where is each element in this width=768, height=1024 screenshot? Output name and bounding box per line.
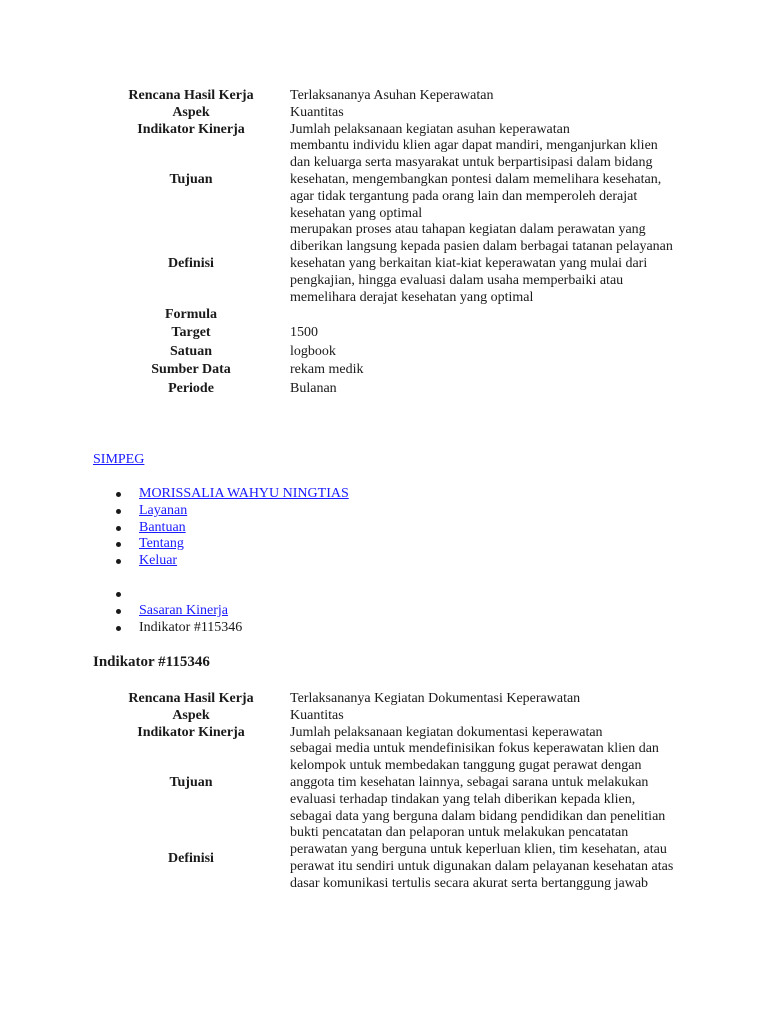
row-label: Satuan — [169, 343, 213, 359]
row-label: Rencana Hasil Kerja — [128, 691, 254, 706]
row-value: Terlaksananya Kegiatan Dokumentasi Keperawatan — [290, 691, 581, 706]
nav-link-tentang[interactable]: Tentang — [139, 536, 184, 552]
row-label: Indikator Kinerja — [137, 121, 245, 137]
row-value: Jumlah pelaksanaan kegiatan asuhan keperawatan — [290, 121, 570, 137]
table-row — [110, 725, 680, 742]
row-value — [288, 306, 680, 324]
list-item — [93, 486, 349, 503]
nav-link-layanan[interactable]: Layanan — [139, 502, 188, 518]
table-row — [110, 741, 680, 825]
bullet-icon — [116, 542, 121, 547]
page-title: Indikator #115346 — [93, 654, 210, 670]
row-label: Indikator Kinerja — [137, 724, 245, 740]
table-row — [110, 362, 680, 381]
row-value: Kuantitas — [290, 104, 344, 120]
list-item — [93, 520, 349, 537]
row-value: membantu individu klien agar dapat mandiri, menganjurkan klien dan keluarga serta masyarakat untuk berpartisipasi dalam bidang kesehatan, mengembangkan pontesi dalam memelihara kesehatan, agar tidak tergantung pada orang lain dan memperoleh derajat kesehatan yang optimal — [290, 138, 662, 221]
list-item — [93, 553, 349, 570]
bullet-icon — [116, 509, 121, 514]
table-row — [110, 138, 680, 222]
table-row — [110, 306, 680, 324]
row-value: Terlaksananya Asuhan Keperawatan — [290, 88, 494, 103]
row-label: Periode — [168, 381, 214, 397]
row-value: bukti pencatatan dan pelaporan untuk melakukan pencatatan perawatan yang berguna untuk keperluan klien, tim kesehatan, atau perawat itu sendiri untuk digunakan dalam pelayanan kesehatan atas dasar komunikasi tertulis secara akurat serta bertanggung jawab — [290, 825, 674, 891]
indicator-table-2 — [110, 691, 680, 893]
row-label: Aspek — [172, 104, 210, 120]
table-row — [110, 122, 680, 139]
table-row — [110, 222, 680, 306]
indicator-table-1 — [110, 88, 680, 399]
table-row — [110, 343, 680, 362]
breadcrumb-item — [93, 586, 242, 603]
table-row — [110, 88, 680, 105]
nav-link-bantuan[interactable]: Bantuan — [139, 519, 186, 535]
row-label: Definisi — [168, 850, 214, 866]
bullet-icon — [116, 592, 121, 597]
list-item — [93, 536, 349, 553]
row-value: logbook — [290, 343, 336, 359]
table-row — [110, 708, 680, 725]
row-value: merupakan proses atau tahapan kegiatan dalam perawatan yang diberikan langsung kepada pasien dalam berbagai tatanan pelayanan kesehatan yang berkaitan kiat-kiat keperawatan yang mulai dari pengkajian, hingga evaluasi dalam usaha memperbaiki atau memelihara derajat kesehatan yang optimal — [290, 222, 673, 305]
bullet-icon — [116, 492, 121, 497]
breadcrumb-item — [93, 620, 242, 637]
row-label: Tujuan — [169, 774, 213, 790]
row-value: Jumlah pelaksanaan kegiatan dokumentasi keperawatan — [290, 724, 603, 740]
table-row — [110, 691, 680, 708]
list-item — [93, 503, 349, 520]
bullet-icon — [116, 609, 121, 614]
row-value: sebagai media untuk mendefinisikan fokus keperawatan klien dan kelompok untuk membedakan tanggung gugat perawat dengan anggota tim kesehatan lainnya, sebagai sarana untuk melakukan evaluasi terhadap tindakan yang telah diberikan kepada klien, sebagai data yang berguna dalam bidang pendidikan dan penelitian — [290, 741, 666, 824]
nav-link-keluar[interactable]: Keluar — [139, 553, 178, 569]
row-value: 1500 — [290, 325, 318, 341]
breadcrumb-current: Indikator #115346 — [139, 619, 243, 635]
row-value: Kuantitas — [290, 707, 344, 723]
bullet-icon — [116, 626, 121, 631]
nav-link-user[interactable]: MORISSALIA WAHYU NINGTIAS — [139, 486, 349, 501]
bullet-icon — [116, 559, 121, 564]
row-label: Rencana Hasil Kerja — [128, 88, 254, 103]
breadcrumb-item — [93, 603, 242, 620]
row-label: Target — [171, 325, 211, 341]
row-value: rekam medik — [290, 362, 364, 378]
breadcrumb — [93, 586, 242, 636]
row-value: Bulanan — [290, 381, 337, 397]
row-label: Tujuan — [169, 171, 213, 187]
table-row — [110, 380, 680, 399]
row-label: Aspek — [172, 707, 210, 723]
bullet-icon — [116, 526, 121, 531]
row-label: Definisi — [168, 255, 214, 271]
table-row — [110, 825, 680, 892]
breadcrumb-link-sasaran[interactable]: Sasaran Kinerja — [139, 602, 229, 618]
simpeg-link[interactable]: SIMPEG — [93, 452, 145, 467]
table-row — [110, 105, 680, 122]
user-nav-list — [93, 486, 349, 570]
row-label: Sumber Data — [151, 362, 231, 378]
table-row — [110, 324, 680, 343]
row-label: Formula — [164, 306, 218, 322]
